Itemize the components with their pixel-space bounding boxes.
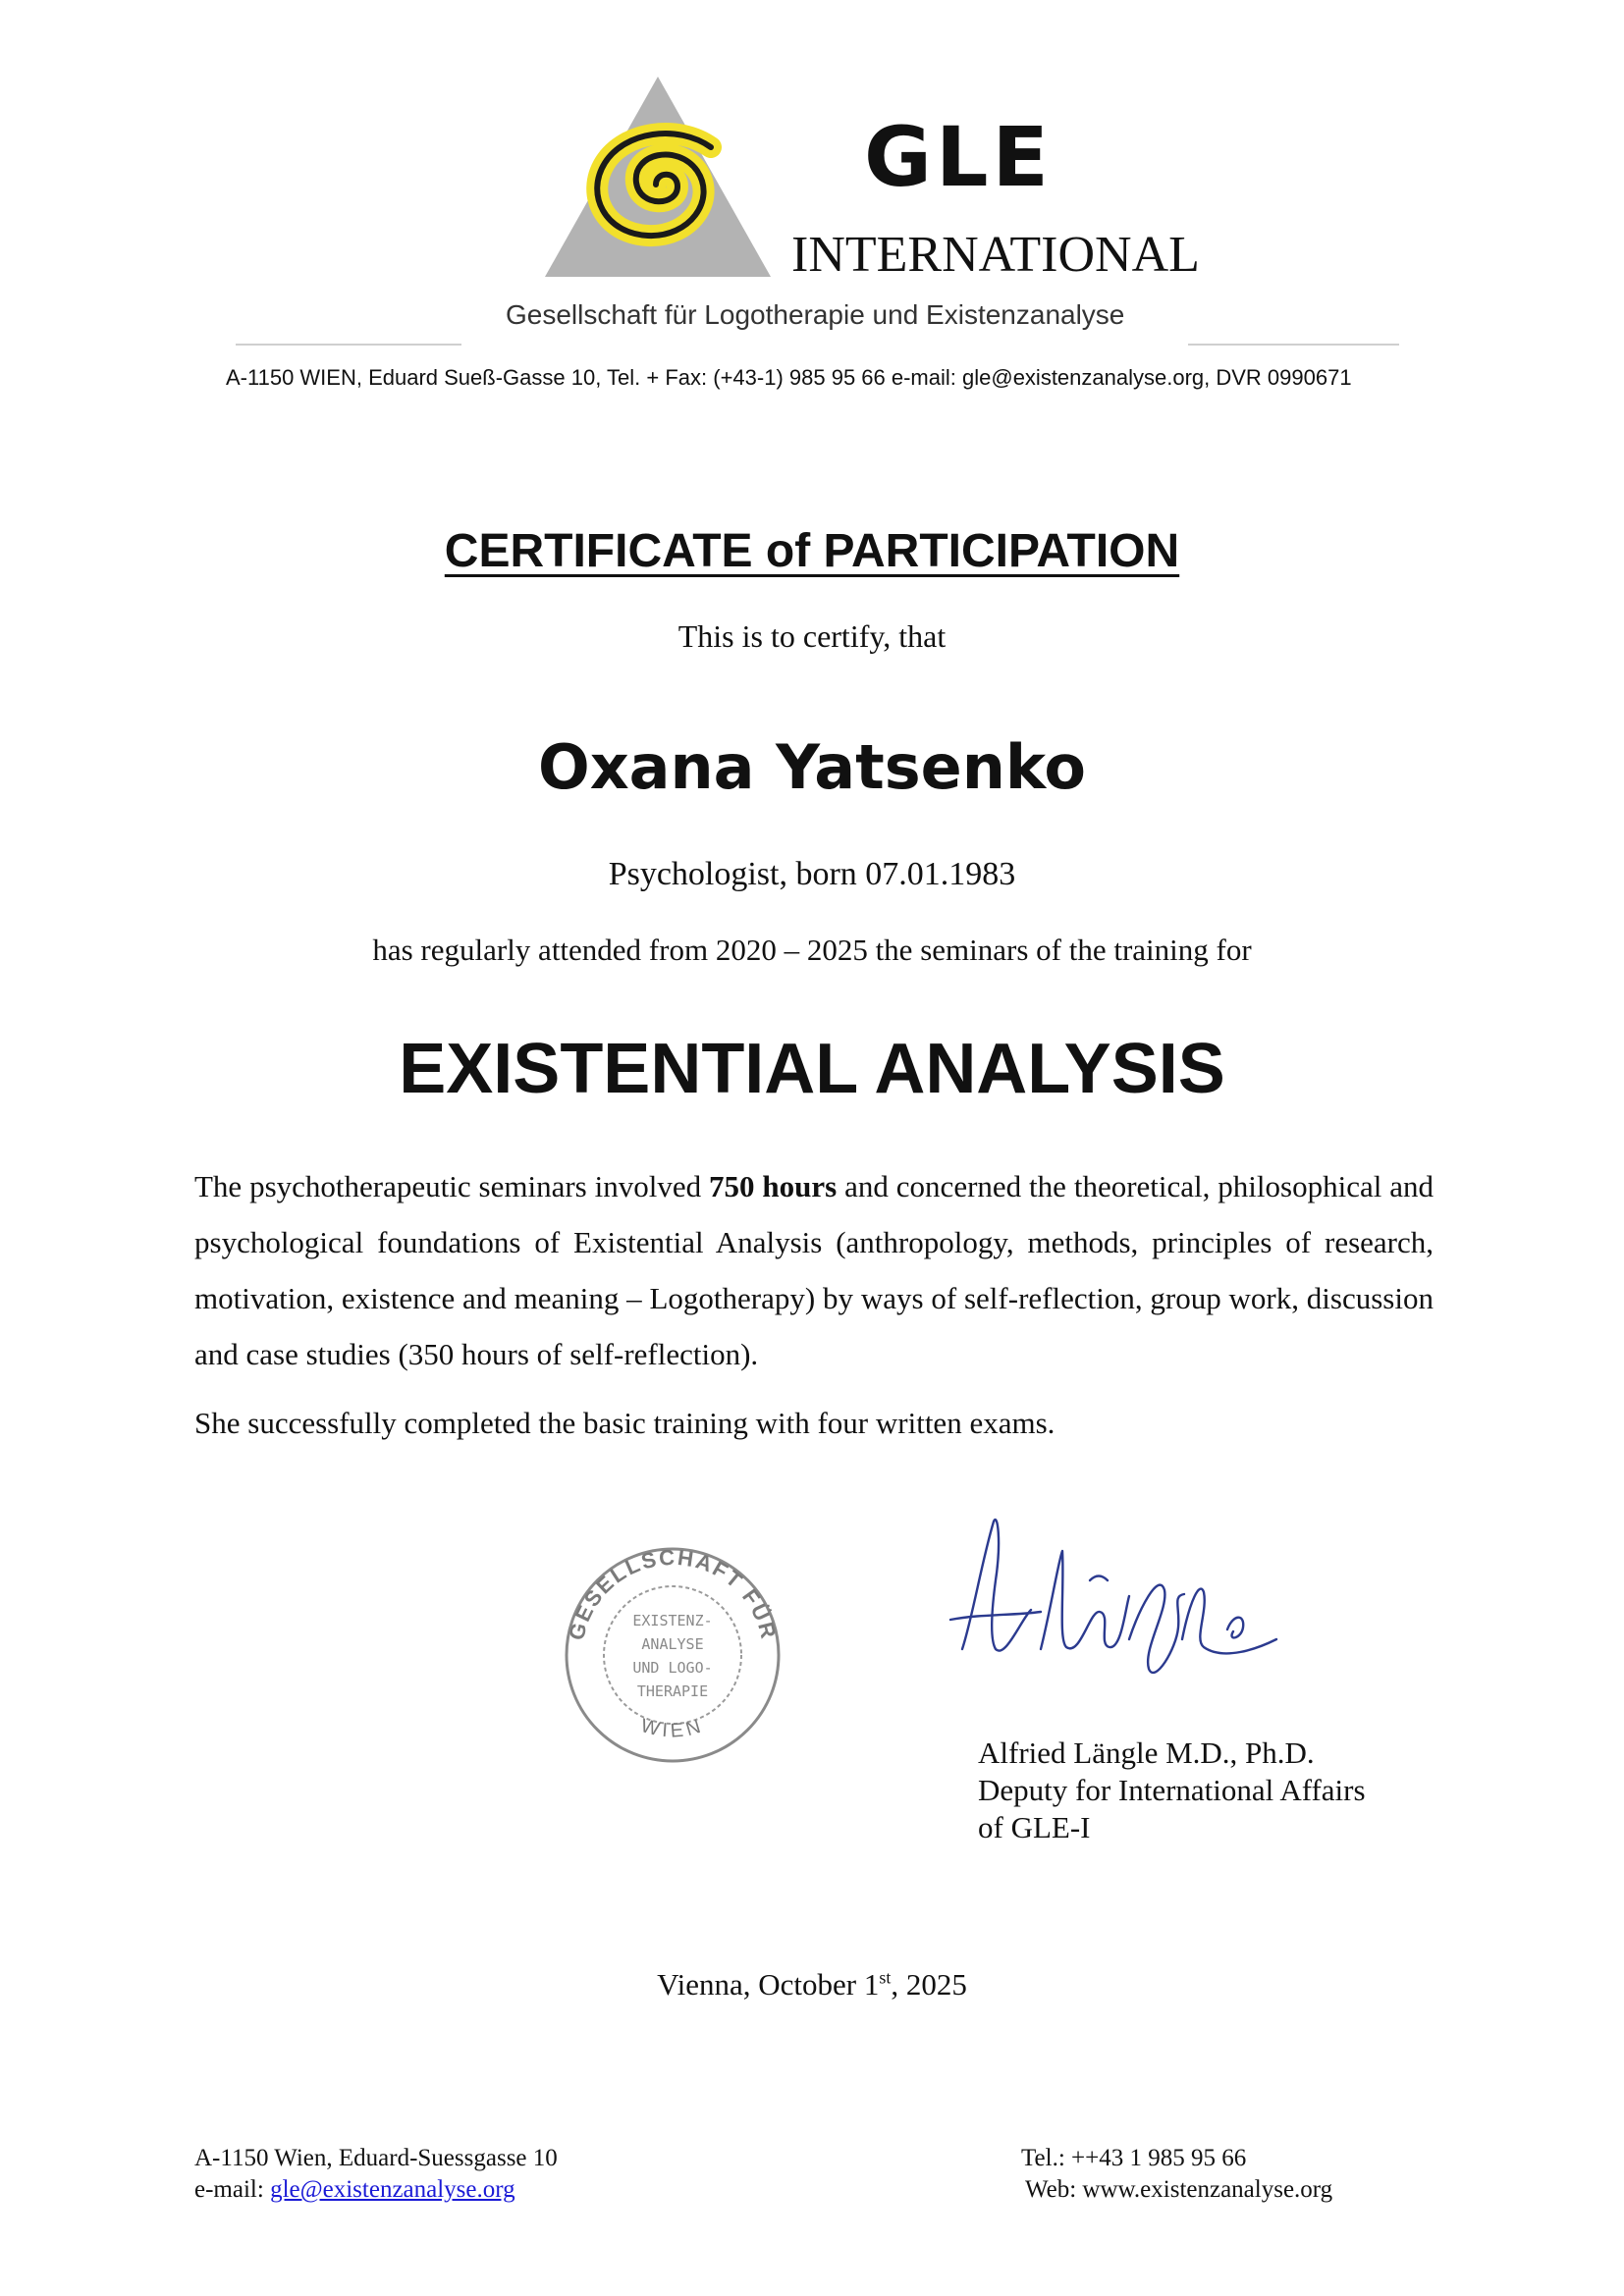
- date-text: Vienna, October 1: [657, 1967, 880, 2002]
- stamp-line-1: EXISTENZ-: [632, 1612, 713, 1629]
- body-text-end: and concerned the theoretical, philosophical and psychological foundations of Existential Analysis (anthropology, methods, principles of research, motivation, existence and meaning – Logotherapy) by ways of self-reflection, group work, discussion and case studies (350 hours of self-reflection).: [194, 1169, 1434, 1371]
- brand-subtitle: INTERNATIONAL: [791, 227, 1200, 283]
- signer-organization: of GLE-I: [978, 1810, 1091, 1844]
- header-divider-right: [1188, 344, 1399, 346]
- program-title: EXISTENTIAL ANALYSIS: [399, 1030, 1225, 1108]
- society-name: Gesellschaft für Logotherapie und Existenzanalyse: [506, 299, 1125, 330]
- recipient-role: Psychologist, born 07.01.1983: [608, 856, 1016, 892]
- svg-text:WIEN: [638, 1715, 707, 1742]
- signer-name: Alfried Längle M.D., Ph.D.: [978, 1735, 1315, 1770]
- place-and-date: [0, 1967, 1624, 2002]
- footer-email-label: e-mail:: [194, 2176, 271, 2203]
- handwritten-signature: [933, 1502, 1286, 1698]
- gle-logo-icon: [530, 69, 776, 285]
- recipient-name: Oxana Yatsenko: [537, 731, 1087, 803]
- stamp-bottom-text: WIEN: [638, 1714, 707, 1742]
- signer-title: Deputy for International Affairs: [978, 1773, 1366, 1807]
- footer-website: Web: www.existenzanalyse.org: [1025, 2176, 1333, 2203]
- date-ordinal-suffix: st: [879, 1967, 892, 1988]
- header-divider-left: [236, 344, 461, 346]
- date-year: , 2025: [891, 1967, 967, 2002]
- certificate-title: CERTIFICATE of PARTICIPATION: [444, 525, 1180, 577]
- stamp-line-4: THERAPIE: [636, 1682, 709, 1700]
- stamp-line-3: UND LOGO-: [632, 1659, 713, 1677]
- stamp-line-2: ANALYSE: [641, 1635, 704, 1653]
- official-stamp: [555, 1539, 790, 1765]
- body-text-start: The psychotherapeutic seminars involved: [194, 1169, 710, 1203]
- attendance-line: has regularly attended from 2020 – 2025 the seminars of the training for: [372, 933, 1252, 967]
- certify-line: This is to certify, that: [677, 618, 947, 654]
- body-paragraph: [194, 1158, 1434, 1382]
- completion-statement: She successfully completed the basic training with four written exams.: [194, 1406, 1056, 1440]
- brand-name: GLE: [864, 109, 1053, 205]
- stamp-ring-text: GESELLSCHAFT FÜR: [564, 1544, 782, 1643]
- footer-address: A-1150 Wien, Eduard-Suessgasse 10: [194, 2145, 558, 2171]
- hours-highlight: 750 hours: [709, 1169, 838, 1203]
- footer-email-link[interactable]: gle@existenzanalyse.org: [270, 2176, 515, 2203]
- footer-phone: Tel.: ++43 1 985 95 66: [1021, 2145, 1247, 2171]
- footer-email-line: [194, 2174, 515, 2206]
- header-address: A-1150 WIEN, Eduard Sueß-Gasse 10, Tel. + Fax: (+43-1) 985 95 66 e-mail: gle@existenzanalyse.org, DVR 0990671: [226, 365, 1352, 390]
